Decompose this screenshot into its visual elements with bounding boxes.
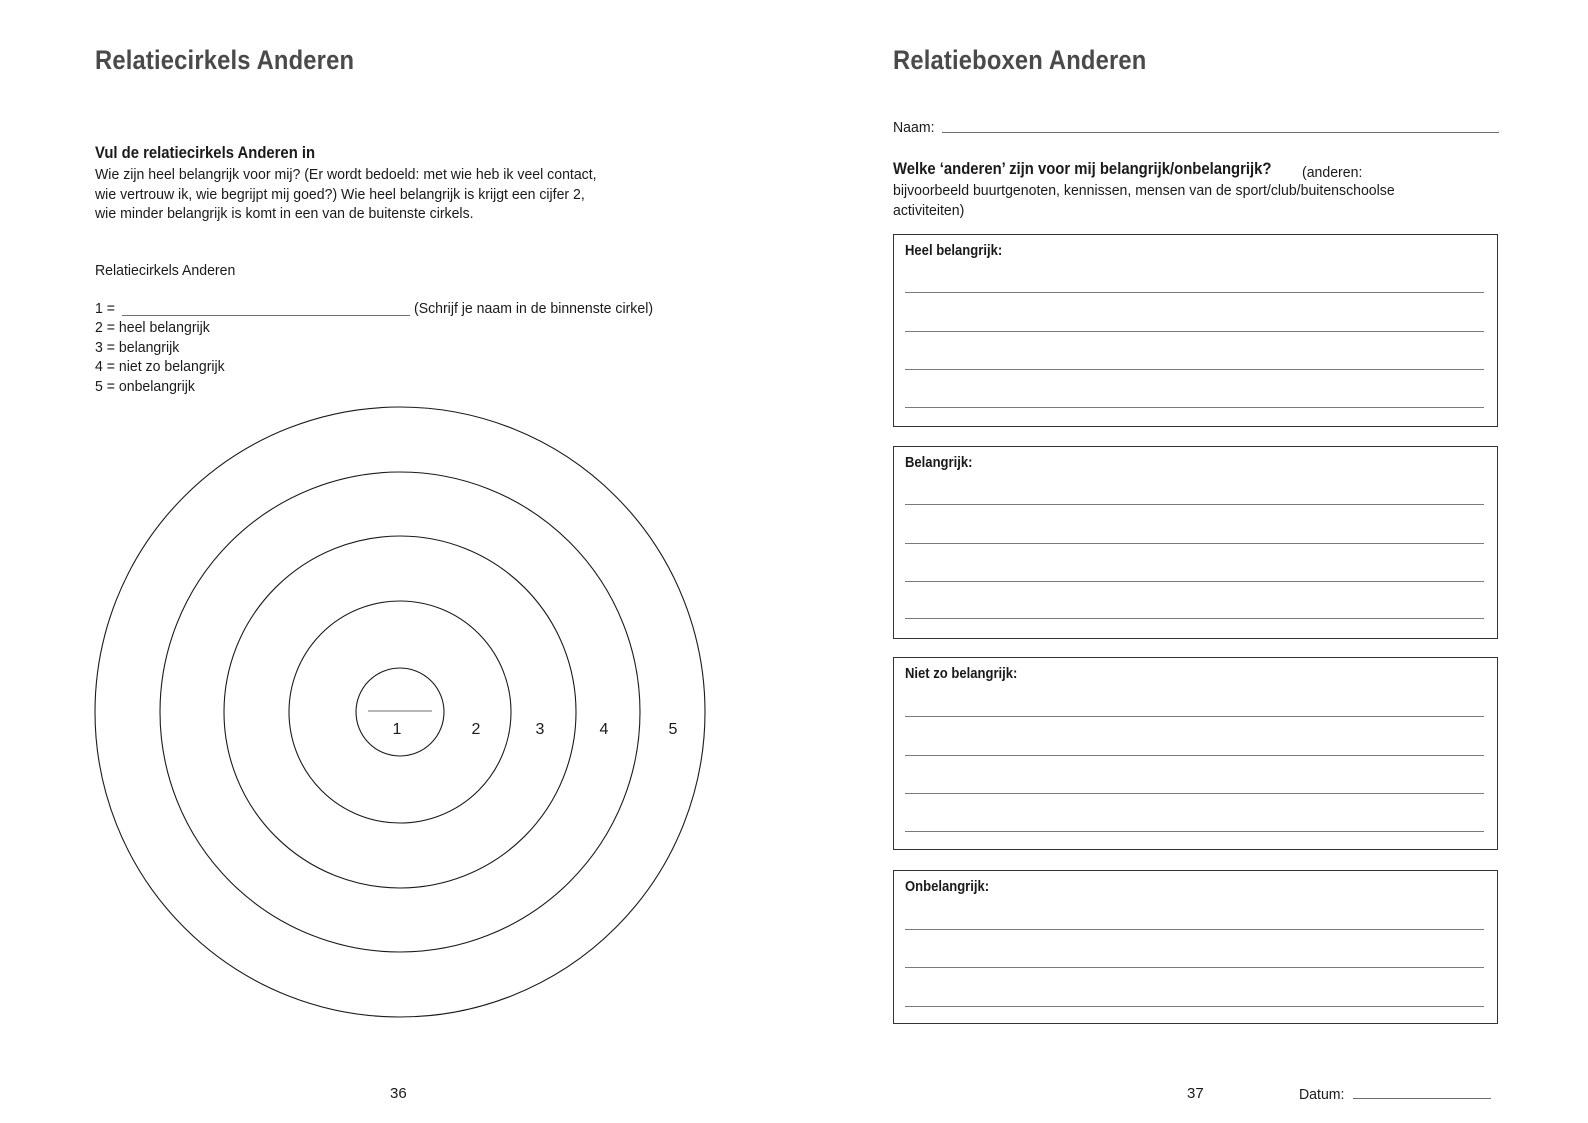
write-line[interactable] [905, 1006, 1484, 1007]
legend-item: 4 = niet zo belangrijk [95, 358, 225, 375]
box-belangrijk [893, 446, 1498, 639]
instruction-line: wie vertrouw ik, wie begrijpt mij goed?) Wie heel belangrijk is krijgt een cijfer 2, [95, 185, 585, 203]
question [893, 160, 1314, 179]
circle-1[interactable] [356, 668, 444, 756]
question-note [893, 181, 1395, 220]
write-line[interactable] [905, 967, 1484, 968]
question-bold: Welke ‘anderen’ zijn voor mij belangrijk/onbelangrijk? [893, 160, 1272, 178]
instruction-line: Wie zijn heel belangrijk voor mij? (Er wordt bedoeld: met wie heb ik veel contact, [95, 166, 597, 183]
page-title-left: Relatiecirkels Anderen [95, 45, 355, 75]
page-title-right: Relatieboxen Anderen [893, 45, 1147, 75]
date-label: Datum: [1299, 1086, 1345, 1103]
question-note-inline: (anderen: [1302, 164, 1363, 181]
circle-2[interactable] [289, 601, 511, 823]
instruction-line: wie minder belangrijk is komt in een van de buitenste cirkels. [95, 205, 474, 222]
legend-item: 5 = onbelangrijk [95, 377, 195, 395]
legend-item: 3 = belangrijk [95, 338, 180, 356]
box-heel-belangrijk [893, 234, 1498, 427]
write-line[interactable] [905, 407, 1484, 408]
name-field-line[interactable] [942, 132, 1499, 133]
write-line[interactable] [905, 292, 1484, 293]
question-note-line: activiteiten) [893, 201, 965, 219]
circle-number-1: 1 [392, 721, 402, 738]
write-line[interactable] [905, 581, 1484, 582]
circle-3[interactable] [224, 536, 576, 888]
write-line[interactable] [905, 831, 1484, 832]
circle-4[interactable] [160, 472, 640, 952]
box-label: Heel belangrijk: [905, 243, 1003, 259]
write-line[interactable] [905, 504, 1484, 505]
circle-number-4: 4 [599, 721, 609, 738]
instruction-heading: Vul de relatiecirkels Anderen in [95, 144, 316, 162]
diagram-caption: Relatiecirkels Anderen [95, 262, 236, 279]
box-niet-zo-belangrijk [893, 657, 1498, 850]
question-note-line: bijvoorbeeld buurtgenoten, kennissen, mensen van de sport/club/buitenschoolse [893, 182, 1395, 199]
box-label: Belangrijk: [905, 455, 973, 471]
box-label: Niet zo belangrijk: [905, 666, 1018, 682]
circle-number-5: 5 [668, 721, 678, 738]
circle-5[interactable] [95, 407, 705, 1017]
write-line[interactable] [905, 331, 1484, 332]
circle-number-2: 2 [471, 721, 481, 738]
legend-item: 2 = heel belangrijk [95, 319, 210, 336]
circle-number-3: 3 [535, 721, 545, 738]
write-line[interactable] [905, 929, 1484, 930]
box-onbelangrijk [893, 870, 1498, 1024]
page-number-left: 36 [390, 1085, 407, 1102]
write-line[interactable] [905, 793, 1484, 794]
box-label: Onbelangrijk: [905, 879, 990, 895]
write-line[interactable] [905, 755, 1484, 756]
write-line[interactable] [905, 618, 1484, 619]
date-field-line[interactable] [1353, 1098, 1491, 1099]
write-line[interactable] [905, 716, 1484, 717]
page-number-right: 37 [1187, 1085, 1204, 1102]
write-line[interactable] [905, 369, 1484, 370]
name-label: Naam: [893, 119, 935, 136]
legend-item-1-prefix: 1 = [95, 300, 116, 317]
legend-item-1-note: (Schrijf je naam in de binnenste cirkel) [414, 300, 654, 317]
write-line[interactable] [905, 543, 1484, 544]
